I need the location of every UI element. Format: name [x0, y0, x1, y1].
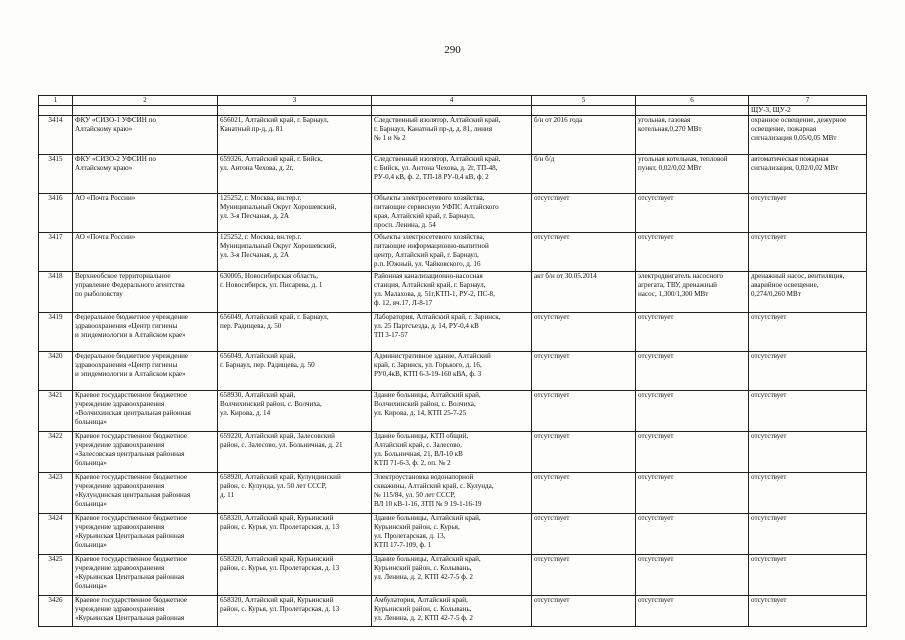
cell-line: Краевое государственное бюджетное — [75, 391, 187, 399]
column-header: 6 — [636, 96, 749, 106]
backup-cell — [749, 155, 867, 194]
row-number: 3414 — [39, 116, 73, 155]
table-row — [39, 233, 867, 272]
act-cell — [532, 313, 636, 352]
cell-line: электродвигатель насосного — [638, 272, 724, 280]
table-row — [39, 555, 867, 596]
cell-line: ТП 3-17-57 — [374, 331, 408, 339]
address-cell — [218, 514, 372, 555]
object-cell — [372, 233, 532, 272]
cell-line: Канатный пр-д, д. 81 — [220, 125, 283, 133]
cell-line: б/н б/д — [534, 155, 555, 163]
cell-line: ул. Малахова, д. 51г,КТП-1, РУ-2, ПС-8, — [374, 290, 495, 298]
act-cell — [532, 233, 636, 272]
source-cell — [636, 155, 749, 194]
cell-line: отсутствует — [751, 555, 787, 563]
cell-line: отсутствует — [751, 514, 787, 522]
cell-line: отсутствует — [638, 473, 674, 481]
row-number: 3424 — [39, 514, 73, 555]
cell-line: Электроустановка водонапорной — [374, 473, 474, 481]
cell-line: д. 11 — [220, 491, 234, 499]
object-cell — [372, 391, 532, 432]
object-cell — [372, 432, 532, 473]
table-row — [39, 352, 867, 391]
row-number: 3417 — [39, 233, 73, 272]
continued-row — [39, 106, 867, 116]
cell-line: учреждение здравоохранения — [75, 523, 165, 531]
cell-line: котельная,0,270 МВт — [638, 125, 702, 133]
cell-line: учреждение здравоохранения — [75, 482, 165, 490]
source-cell — [636, 313, 749, 352]
address-cell — [218, 391, 372, 432]
act-cell — [532, 352, 636, 391]
backup-cell — [749, 116, 867, 155]
table-row — [39, 391, 867, 432]
cell-line: район, с. Курья, ул. Пролетарская, д. 13 — [220, 564, 340, 572]
cell-line: питающие информационно-выпитной — [374, 242, 489, 250]
act-cell — [532, 391, 636, 432]
cell-line: Здание больницы, Алтайский край, — [374, 514, 481, 522]
cell-line: и эпидемиологии в Алтайском крае» — [75, 370, 186, 378]
organization-cell — [73, 352, 218, 391]
organization-cell — [73, 194, 218, 233]
cell-line: Краевое государственное бюджетное — [75, 432, 187, 440]
backup-cell — [749, 596, 867, 627]
cell-line: Краевое государственное бюджетное — [75, 514, 187, 522]
address-cell — [218, 596, 372, 627]
cell-line: отсутствует — [534, 555, 570, 563]
register-table — [38, 95, 867, 627]
cell-line: Здание больницы, КТП общий, — [374, 432, 469, 440]
cell-line: здравоохранения «Центр гигиены — [75, 322, 178, 330]
cell-line: управление Федерального агентства — [75, 281, 185, 289]
cell-line: ул. 3-я Песчаная, д. 2А — [220, 212, 290, 220]
cell-line: «Курьинская Центральная районная — [75, 614, 185, 622]
cell-line: 658920, Алтайский край, Кулундинский — [220, 473, 341, 481]
cell-line: здравоохранения «Центр гигиены — [75, 361, 178, 369]
cell-line: автоматическая пожарная — [751, 155, 829, 163]
row-number: 3416 — [39, 194, 73, 233]
object-cell — [372, 272, 532, 313]
cell-line: отсутствует — [534, 596, 570, 604]
column-header: 5 — [532, 96, 636, 106]
cell-line: 656049, Алтайский край, г. Барнаул, — [220, 313, 329, 321]
organization-cell — [73, 555, 218, 596]
cell-line: 658930, Алтайский край, — [220, 391, 296, 399]
cell-line: отсутствует — [534, 514, 570, 522]
cell-line: Краевое государственное бюджетное — [75, 473, 187, 481]
organization-cell — [73, 155, 218, 194]
cell-line: пер. Радищева, д. 50 — [220, 322, 282, 330]
address-cell — [218, 272, 372, 313]
backup-cell — [749, 272, 867, 313]
cell-line: 658320, Алтайский край, Курьинский — [220, 514, 334, 522]
object-cell — [372, 514, 532, 555]
cell-line: ВЛ 10 кВ-1-16, ЗТП № 9 19-1-16-19 — [374, 500, 482, 508]
source-cell — [636, 233, 749, 272]
cell-line: больница» — [75, 459, 107, 467]
row-number: 3421 — [39, 391, 73, 432]
column-header: 7 — [749, 96, 867, 106]
cell-line: отсутствует — [751, 596, 787, 604]
cell-line: аварийное освещение, — [751, 281, 819, 289]
object-cell — [372, 596, 532, 627]
row-number: 3419 — [39, 313, 73, 352]
cell-line: отсутствует — [751, 313, 787, 321]
act-cell — [532, 155, 636, 194]
cell-line: больница» — [75, 418, 107, 426]
cell-line: отсутствует — [638, 233, 674, 241]
cell-line: ф. 12, яч.17, Л-8-17 — [374, 299, 433, 307]
cell-line: район, с. Кулунда, ул. 50 лет СССР, — [220, 482, 327, 490]
cell-line: отсутствует — [751, 473, 787, 481]
cell-line: Верхнеобское территориальное — [75, 272, 171, 280]
act-cell — [532, 514, 636, 555]
cell-line: КТП 17-7-109, ф. 1 — [374, 541, 432, 549]
cell-line: отсутствует — [534, 194, 570, 202]
object-cell — [372, 352, 532, 391]
object-cell — [372, 473, 532, 514]
table-row — [39, 272, 867, 313]
act-cell — [532, 432, 636, 473]
cell-line: центр, Алтайский край, г. Барнаул, — [374, 251, 479, 259]
source-cell — [636, 432, 749, 473]
cell-line: Здание больницы, Алтайский край, — [374, 555, 481, 563]
cell-line: учреждение здравоохранения — [75, 564, 165, 572]
cell-line: Краевое государственное бюджетное — [75, 555, 187, 563]
cell-line: № 115/84, ул. 50 лет СССР, — [374, 491, 456, 499]
cell-line: «Курьинская Центральная районная — [75, 532, 185, 540]
source-cell — [636, 272, 749, 313]
cell-line: ФКУ «СИЗО-2 УФСИН по — [75, 155, 156, 163]
row-number: 3422 — [39, 432, 73, 473]
address-cell — [218, 313, 372, 352]
object-cell — [372, 116, 532, 155]
cell-line: край, г. Заринск, ул. Горького, д. 16, — [374, 361, 482, 369]
cell-line: «Курьинская Центральная районная — [75, 573, 185, 581]
cell-line: Муниципальный Округ Хорошевский, — [220, 242, 337, 250]
cell-line: угольная, газовая — [638, 116, 691, 124]
organization-cell — [73, 473, 218, 514]
cell-line: г. Бийск, ул. Антона Чехова, д. 2г, ТП-48, — [374, 164, 498, 172]
cell-line: Волчихинский район, с. Волчиха, — [374, 400, 476, 408]
act-cell — [532, 194, 636, 233]
column-header: 2 — [73, 96, 218, 106]
cell-line: 630005, Новосибирская область, — [220, 272, 319, 280]
cell-line: отсутствует — [751, 391, 787, 399]
cell-line: район, с. Курья, ул. Пролетарская, д. 13 — [220, 523, 340, 531]
cell-line: больница» — [75, 500, 107, 508]
object-cell — [372, 555, 532, 596]
act-cell — [532, 555, 636, 596]
cell-line: г. Новосибирск, ул. Писарева, д. 1 — [220, 281, 323, 289]
address-cell — [218, 194, 372, 233]
cell-line: Объекты электросетевого хозяйства, — [374, 233, 485, 241]
cell-line: Краевое государственное бюджетное — [75, 596, 187, 604]
cell-line: отсутствует — [638, 313, 674, 321]
cell-line: больница» — [75, 541, 107, 549]
cell-line: РУ-0,4 кВ, ф. 2, ТП-18 РУ-0,4 кВ, ф. 2 — [374, 173, 489, 181]
cell-line: Алтайский край, с. Залесово, — [374, 441, 462, 449]
cell-line: район, с. Залесово, ул. Больничная, д. 21 — [220, 441, 343, 449]
cell-line: № 1 и № 2 — [374, 134, 406, 142]
cell-line: ул. Кирова, д. 14, КТП 25-7-25 — [374, 409, 467, 417]
cell-line: отсутствует — [638, 194, 674, 202]
cell-line: ул. 3-я Песчаная, д. 2А — [220, 251, 290, 259]
cell-line: район, с. Курья, ул. Пролетарская, д. 13 — [220, 605, 340, 613]
cell-line: ул. Ленина, д. 2, КТП 42-7-5 ф. 2 — [374, 573, 473, 581]
cell-line: отсутствует — [751, 233, 787, 241]
cell-line: отсутствует — [534, 352, 570, 360]
page-number: 290 — [444, 44, 461, 56]
cell-line: АО «Почта России» — [75, 233, 136, 241]
cell-line: ул. 25 Партсъезда, д. 14, РУ-0,4 кВ — [374, 322, 479, 330]
object-cell — [372, 313, 532, 352]
cell-line: Объекты электросетевого хозяйства, — [374, 194, 485, 202]
act-cell — [532, 116, 636, 155]
cell-line: Следственный изолятор, Алтайский край, — [374, 155, 501, 163]
cell-line: Муниципальный Округ Хорошевский, — [220, 203, 337, 211]
organization-cell — [73, 432, 218, 473]
cell-line: г. Барнаул, пер. Радищева, д. 50 — [220, 361, 315, 369]
table-row — [39, 313, 867, 352]
cell-line: Курьинский район, с. Колывань, — [374, 564, 472, 572]
cell-line: освещение, пожарная — [751, 125, 817, 133]
cell-line: питающие сервисную УФПС Алтайского — [374, 203, 499, 211]
source-cell — [636, 514, 749, 555]
column-header: 4 — [372, 96, 532, 106]
address-cell — [218, 473, 372, 514]
address-cell — [218, 432, 372, 473]
cell-line: Курьинский район, с. Курья, — [374, 523, 460, 531]
address-cell — [218, 352, 372, 391]
header-row — [39, 96, 867, 106]
cell-line: отсутствует — [751, 432, 787, 440]
backup-cell — [749, 233, 867, 272]
object-cell — [372, 194, 532, 233]
row-number: 3426 — [39, 596, 73, 627]
cell-line: отсутствует — [534, 233, 570, 241]
cell-line: отсутствует — [751, 352, 787, 360]
backup-cell — [749, 352, 867, 391]
cell-line: больница» — [75, 582, 107, 590]
row-number: 3420 — [39, 352, 73, 391]
address-cell — [218, 155, 372, 194]
cell-line: агрегата, ТВУ, дренажный — [638, 281, 717, 289]
column-header: 3 — [218, 96, 372, 106]
backup-cell — [749, 391, 867, 432]
cell-line: Курьинский район, с. Колывань, — [374, 605, 472, 613]
table-row — [39, 432, 867, 473]
cell-line: Следственный изолятор, Алтайский край, — [374, 116, 501, 124]
cell-line: отсутствует — [751, 194, 787, 202]
source-cell — [636, 473, 749, 514]
cell-line: 656049, Алтайский край, — [220, 352, 296, 360]
cell-line: отсутствует — [638, 352, 674, 360]
cell-line: г. Барнаул, Канатный пр-д, д. 81, линия — [374, 125, 492, 133]
cell-line: отсутствует — [638, 596, 674, 604]
cell-line: охранное освещение, дежурное — [751, 116, 847, 124]
cell-line: Административное здание, Алтайский — [374, 352, 491, 360]
cell-line: р.п. Южный, ул. Чайковского, д. 16 — [374, 260, 481, 268]
organization-cell — [73, 313, 218, 352]
cell-line: дренажный насос, вентиляция, — [751, 272, 845, 280]
cell-line: акт б/н от 30.05.2014 — [534, 272, 597, 280]
backup-cell — [749, 432, 867, 473]
cell-line: Алтайскому краю» — [75, 164, 133, 172]
source-cell — [636, 391, 749, 432]
cell-line: отсутствует — [638, 432, 674, 440]
organization-cell — [73, 233, 218, 272]
cell-line: ул. Больничная, 21, ВЛ-10 кВ — [374, 450, 463, 458]
table-row — [39, 473, 867, 514]
cell-line: пункт, 0,02/0,02 МВт — [638, 164, 702, 172]
source-cell — [636, 194, 749, 233]
cell-line: 125252, г. Москва, вн.тер.г. — [220, 233, 302, 241]
address-cell — [218, 116, 372, 155]
cell-line: 658320, Алтайский край, Курьинский — [220, 555, 334, 563]
act-cell — [532, 473, 636, 514]
table-row — [39, 116, 867, 155]
cell-line: Здание больницы, Алтайский край, — [374, 391, 481, 399]
organization-cell — [73, 514, 218, 555]
cell-line: сигнализация 0,05/0,05 МВт — [751, 134, 837, 142]
backup-cell — [749, 313, 867, 352]
act-cell — [532, 596, 636, 627]
table-row — [39, 514, 867, 555]
cell-line: Лаборатория, Алтайский край, г. Заринск, — [374, 313, 501, 321]
cell-line: отсутствует — [534, 391, 570, 399]
row-number: 3425 — [39, 555, 73, 596]
cell-line: скважины, Алтайский край, с. Кулунда, — [374, 482, 494, 490]
cell-line: ул. Антона Чехова, д. 2г, — [220, 164, 294, 172]
cell-line: Федеральное бюджетное учреждение — [75, 352, 189, 360]
table-row — [39, 596, 867, 627]
act-cell — [532, 272, 636, 313]
cell-line: просп. Ленина, д. 54 — [374, 221, 436, 229]
cell-line: станция, Алтайский край, г. Барнаул, — [374, 281, 486, 289]
cell-line: по рыболовству — [75, 290, 123, 298]
cell-line: РУ0,4кВ, КТП 6-3-19-160 кВА, ф. 3 — [374, 370, 482, 378]
cell-line: учреждение здравоохранения — [75, 400, 165, 408]
organization-cell — [73, 596, 218, 627]
cell-line: 659220, Алтайский край, Залесовский — [220, 432, 335, 440]
cell-line: ул. Ленина, д. 2, КТП 42-7-5 ф. 2 — [374, 614, 473, 622]
cell-line: Федеральное бюджетное учреждение — [75, 313, 189, 321]
cell-line: ул. Пролетарская, д. 13, — [374, 532, 446, 540]
source-cell — [636, 555, 749, 596]
backup-cell — [749, 555, 867, 596]
organization-cell — [73, 391, 218, 432]
cell-line: Районная канализационно-насосная — [374, 272, 483, 280]
cell-line: учреждение здравоохранения — [75, 441, 165, 449]
table-row — [39, 155, 867, 194]
source-cell — [636, 596, 749, 627]
cell-line: 659326, Алтайский край, г. Бийск, — [220, 155, 323, 163]
cell-line: и эпидемиологии в Алтайском крае» — [75, 331, 186, 339]
source-cell — [636, 352, 749, 391]
cell-line: «Залесовская центральная районная — [75, 450, 185, 458]
cell-line: учреждение здравоохранения — [75, 605, 165, 613]
row-number: 3423 — [39, 473, 73, 514]
row-number: 3418 — [39, 272, 73, 313]
organization-cell — [73, 116, 218, 155]
cell-line: отсутствует — [534, 473, 570, 481]
backup-cell — [749, 194, 867, 233]
cell-line: 0,274/0,260 МВт — [751, 290, 801, 298]
cell-line: ФКУ «СИЗО-1 УФСИН по — [75, 116, 156, 124]
table-row — [39, 194, 867, 233]
address-cell — [218, 555, 372, 596]
cell-line: сигнализация, 0,02/0,02 МВт — [751, 164, 839, 172]
cell-line: угольная котельная, тепловой — [638, 155, 728, 163]
backup-cell — [749, 514, 867, 555]
cell-line: отсутствует — [534, 313, 570, 321]
cell-line: насос, 1,300/1,300 МВт — [638, 290, 709, 298]
cell-line: Амбулатория, Алтайский край, — [374, 596, 468, 604]
source-cell — [636, 116, 749, 155]
organization-cell — [73, 272, 218, 313]
cell-line: отсутствует — [638, 391, 674, 399]
cell-line: «Кулундинская центральная районная — [75, 491, 191, 499]
cell-line: «Волчихинская центральная районная — [75, 409, 191, 417]
cell-line: 658320, Алтайский край, Курьинский — [220, 596, 334, 604]
continued-cell: ЩУ-3, ЩУ-2 — [749, 106, 867, 116]
cell-line: отсутствует — [638, 514, 674, 522]
cell-line: ул. Кирова, д. 14 — [220, 409, 271, 417]
cell-line: края, Алтайский край, г. Барнаул, — [374, 212, 475, 220]
cell-line: Алтайскому краю» — [75, 125, 133, 133]
cell-line: АО «Почта России» — [75, 194, 136, 202]
cell-line: 125252, г. Москва, вн.тер.г. — [220, 194, 302, 202]
cell-line: КТП 71-6-3, ф. 2, оп. № 2 — [374, 459, 451, 467]
cell-line: 656021, Алтайский край, г. Барнаул, — [220, 116, 329, 124]
address-cell — [218, 233, 372, 272]
backup-cell — [749, 473, 867, 514]
cell-line: отсутствует — [534, 432, 570, 440]
row-number: 3415 — [39, 155, 73, 194]
cell-line: отсутствует — [638, 555, 674, 563]
cell-line: Волчихинский район, с. Волчиха, — [220, 400, 322, 408]
column-header: 1 — [39, 96, 73, 106]
cell-line: б/н от 2016 года — [534, 116, 583, 124]
object-cell — [372, 155, 532, 194]
